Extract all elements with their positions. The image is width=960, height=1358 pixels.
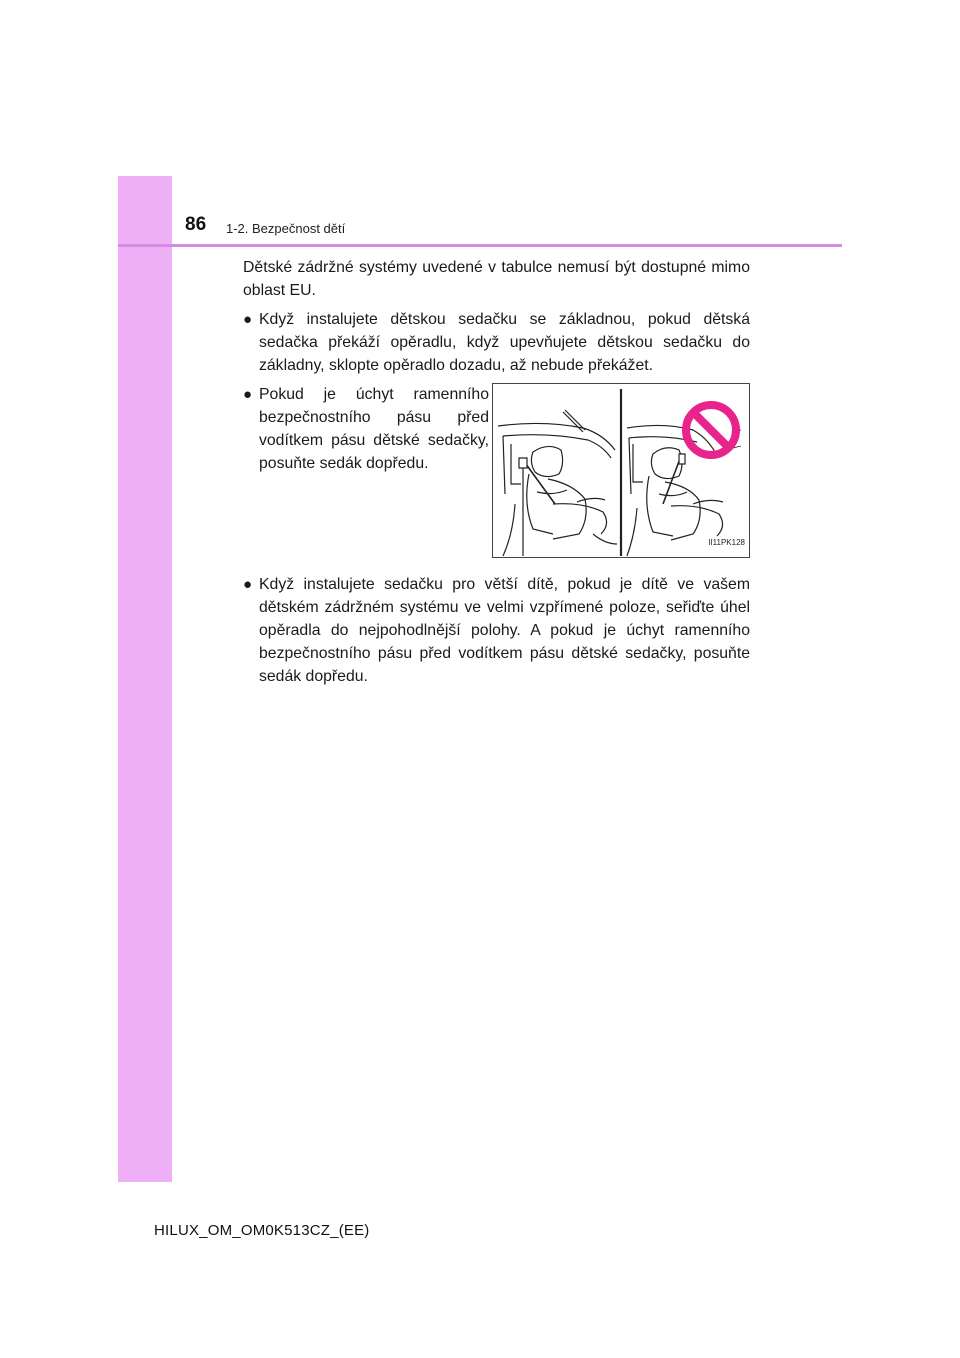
main-content	[243, 256, 750, 694]
bullet-marker: ●	[243, 311, 253, 328]
bullet-with-illustration	[243, 383, 750, 565]
seat-belt-illustration	[492, 383, 750, 558]
intro-paragraph: Dětské zádržné systémy uvedené v tabulce nemusí být dostupné mimo oblast EU.	[243, 259, 750, 299]
section-sidebar-tab	[118, 176, 172, 1182]
bullet-marker: ●	[243, 576, 253, 593]
bullet-marker: ●	[243, 386, 253, 403]
bullet-item	[243, 383, 489, 475]
bullet-text: Když instalujete dětskou sedačku se základnou, pokud dětská sedačka překáží opěradlu, když upevňujete dětskou sedačku do základny, sklopte opěradlo dozadu, až nebude překážet.	[259, 311, 750, 374]
bullet-text: Když instalujete sedačku pro větší dítě, pokud je dítě ve vašem dětském zádržném systému ve velmi vzpřímené poloze, seřiďte úhel opěradla do nejpohodlnější polohy. A pokud je úchyt ramenního bezpečnostního pásu před vodítkem pásu dětské sedačky, posuňte sedák dopředu.	[259, 576, 750, 685]
document-id-footer: HILUX_OM_OM0K513CZ_(EE)	[154, 1222, 370, 1239]
section-title: 1-2. Bezpečnost dětí	[226, 221, 346, 236]
bullet-item	[243, 573, 750, 688]
bullet-item	[243, 308, 750, 377]
bullet-text: Pokud je úchyt ramenního bezpečnostního pásu před vodítkem pásu dětské sedačky, posuňte sedák dopředu.	[259, 386, 489, 472]
header-divider	[118, 244, 842, 247]
left-panel-scene	[498, 410, 617, 556]
figure-code: II11PK128	[708, 538, 745, 547]
page-number: 86	[185, 214, 207, 235]
